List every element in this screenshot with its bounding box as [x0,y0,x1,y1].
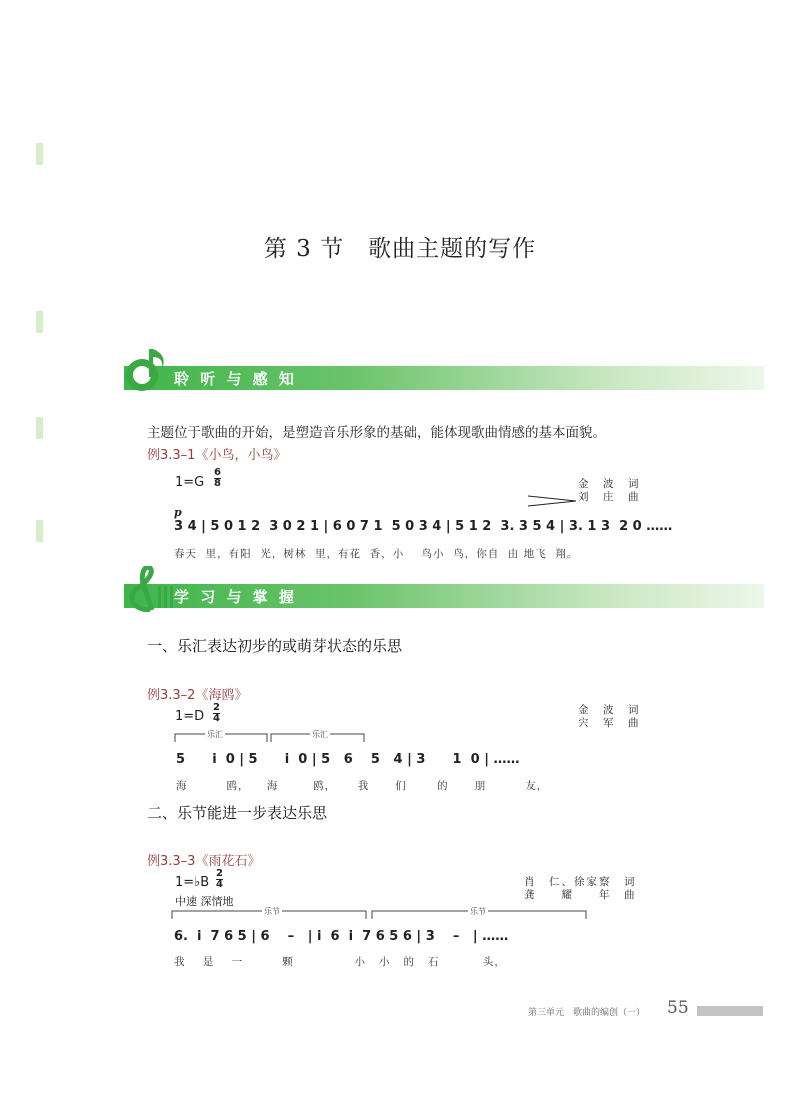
phrase-label: 乐汇 [207,730,223,739]
notation-line: 6. i 7 6 5 | 6 – | i 6 i 7 6 5 6 | 3 – | …… [174,929,509,944]
credit-composer: 宍 军 曲 [578,717,641,729]
key-text: 1=D [175,709,205,724]
margin-tab [36,417,43,439]
credit-lyricist: 金 波 词 [578,478,641,490]
tempo-marking: 中速 深情地 [175,895,234,908]
key-text: 1=♭B [175,875,210,890]
intro-paragraph: 主题位于歌曲的开始，是塑造音乐形象的基础，能体现歌曲情感的基本面貌。 [147,425,606,441]
credit-lyricist: 肖 仁、徐家察 词 [524,876,637,888]
time-top: 2 [213,702,220,713]
time-top: 6 [214,467,221,478]
lyrics-line: 海 鸥， 海 鸥， 我 们 的 朋 友， [176,780,549,792]
phrase-label: 乐汇 [312,730,328,739]
margin-tab [36,520,43,542]
phrase-label: 乐节 [264,907,280,916]
credits [578,478,641,504]
page-title: 第 3 节 歌曲主题的写作 [263,236,537,262]
credit-composer: 刘 庄 曲 [578,491,641,503]
section-title-listen: 聆 听 与 感 知 [174,370,297,388]
phrase-brackets [170,905,590,921]
time-bottom: 4 [216,879,223,890]
key-signature [175,475,204,490]
dynamic-mark: p [174,506,182,519]
notation-line: 3 4 | 5 0 1 2 3 0 2 1 | 6 0 7 1 5 0 3 4 | 5 1 2 3. 3 5 4 | 3. 1 3 2 0 …… [174,519,673,534]
heading-motif: 一、乐汇表达初步的或萌芽状态的乐思 [147,637,403,655]
credit-lyricist: 金 波 词 [578,704,641,716]
time-bottom: 4 [213,713,220,724]
diminuendo-mark [528,494,578,508]
footer-bar [697,1006,763,1016]
example-label: 例3.3–2《海鸥》 [147,688,248,703]
section-band-learn [124,584,764,608]
music-note-icon [122,345,174,393]
page-number: 55 [667,998,689,1018]
time-signature [213,703,220,724]
heading-phrase: 二、乐节能进一步表达乐思 [147,804,328,822]
phrase-brackets [174,728,374,744]
time-signature [214,468,221,489]
section-title-learn: 学 习 与 掌 握 [174,588,297,606]
time-top: 2 [216,868,223,879]
key-signature [175,875,209,890]
key-signature [175,709,204,724]
example-label: 例3.3–3《雨花石》 [147,854,261,869]
credits [524,876,637,902]
footer-unit: 第三单元 歌曲的编创（一） [527,1008,645,1018]
time-bottom: 8 [214,478,221,489]
treble-clef-icon [122,566,176,612]
example-label: 例3.3–1《小鸟，小鸟》 [147,448,287,463]
section-band-listen [124,366,764,390]
credit-composer: 龚 耀 年 曲 [524,889,637,901]
time-signature [216,869,223,890]
margin-tab [36,143,43,165]
phrase-label: 乐节 [470,907,486,916]
lyrics-line: 我 是 一 颗 小 小 的 石 头， [174,956,506,968]
margin-tab [36,311,43,333]
notation-line: 5 i 0 | 5 i 0 | 5 6 5 4 | 3 1 0 | …… [176,752,520,767]
key-text: 1=G [175,475,205,490]
lyrics-line: 春天 里，有阳 光，树林 里，有花 香，小 鸟小 鸟，你自 由 地飞 翔。 [174,548,579,560]
credits [578,704,641,730]
